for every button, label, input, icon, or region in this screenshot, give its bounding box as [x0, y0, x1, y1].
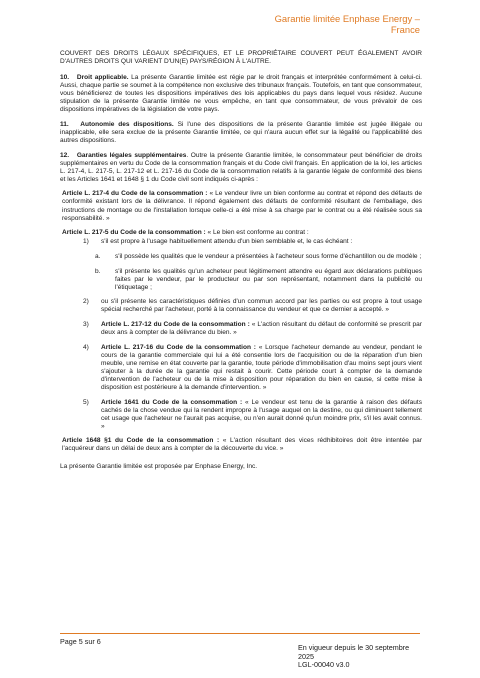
section-10-number: 10. — [60, 74, 70, 82]
article-l217-5 — [62, 229, 422, 237]
article-l217-4-title: Article L. 217-4 du Code de la consommation : — [62, 190, 208, 198]
article-1648-title: Article 1648 §1 du Code de la consommation : — [62, 437, 220, 445]
header-title-line1: Garantie limitée Enphase Energy – — [274, 13, 420, 24]
article-l217-4 — [62, 190, 422, 222]
section-11-text: Si l'une des dispositions de la présente Garantie limitée est jugée illégale ou inapplicable, elle sera exclue de la présente Garantie limitée, ce qui n'aura aucun effet sur la légalité ou l'applicabilité des autres dispositions. — [60, 120, 422, 145]
section-11-title: Autonomie des dispositions. — [80, 120, 174, 128]
list-item-4-text: « Lorsque l'acheteur demande au vendeur, pendant le cours de la garantie commerciale qui lui a été consentie lors de l'acquisition ou de la réparation d'un bien meuble, une remise en état couverte par la garantie, toute période d'immobilisation d'au moins sept jours vient s'ajouter à la durée de la garantie qui restait à courir. Cette période court à compter de la demande d'intervention de l'acheteur ou de la mise à disposition pour réparation du bien en cause, si cette mise à disposition est postérieure à la demande d'intervention. » — [101, 343, 422, 391]
section-10 — [60, 74, 422, 114]
list-item-4-title: Article L. 217-16 du Code de la consommation : — [101, 343, 256, 351]
section-11-number: 11. — [60, 120, 69, 128]
list-item-3 — [83, 321, 422, 337]
list-subitem-a — [83, 253, 422, 261]
list-subitem-a-text: s'il possède les qualités que le vendeur a présentées à l'acheteur sous forme d'échantillon ou de modèle ; — [115, 252, 422, 260]
section-11 — [60, 121, 422, 145]
list-item-4-number: 4) — [83, 343, 89, 351]
list-item-5-text: « Le vendeur est tenu de la garantie à raison des défauts cachés de la chose vendue qui la rendent impropre à l'usage auquel on la destine, ou qui diminuent tellement cet usage que l'acheteur ne l'aurait pas acquise, ou n'en aurait donné qu'un moindre prix, s'il les avait connus. » — [101, 398, 422, 430]
list-subitem-b-letter: b. — [95, 267, 101, 275]
footer-divider — [60, 633, 420, 634]
footer-page-number: Page 5 sur 6 — [60, 637, 101, 646]
list-item-1-number: 1) — [83, 238, 89, 246]
article-l217-5-list — [83, 238, 422, 430]
list-item-5-number: 5) — [83, 398, 89, 406]
list-item-2-text: ou s'il présente les caractéristiques définies d'un commun accord par les parties ou est propre à tout usage spécial recherché par l'acheteur, porté à la connaissance du vendeur et que ce dernier a accepté. » — [101, 298, 422, 314]
list-item-4 — [83, 344, 422, 392]
list-subitem-a-letter: a. — [95, 252, 101, 260]
article-1648 — [62, 437, 422, 453]
section-12-number: 12. — [60, 151, 70, 159]
list-item-5-title: Article 1641 du Code de la consommation : — [101, 398, 243, 406]
list-item-2 — [83, 298, 422, 314]
section-12 — [60, 152, 422, 184]
footer-doc-id: LGL-00040 v3.0 — [298, 660, 350, 670]
list-item-1 — [83, 238, 422, 246]
list-item-3-text: « L'action résultant du défaut de conformité se prescrit par deux ans à compter de la délivrance du bien. » — [101, 320, 422, 337]
intro-caps-paragraph: COUVERT DES DROITS LÉGAUX SPÉCIFIQUES, ET LE PROPRIÉTAIRE COUVERT PEUT ÉGALEMENT AVOIR D'AUTRES DROITS QUI VARIENT D'UN(E) PAYS/RÉGION À L'AUTRE. — [60, 50, 422, 66]
article-l217-5-text: « Le bien est conforme au contrat : — [205, 229, 309, 237]
list-item-2-number: 2) — [83, 298, 89, 306]
section-10-title: Droit applicable. — [76, 74, 129, 82]
article-1648-text: « L'action résultant des vices rédhibitoires doit être intentée par l'acquéreur dans un délai de deux ans à compter de la découverte du vice. » — [62, 437, 422, 453]
list-subitem-b — [83, 268, 422, 292]
list-item-5 — [83, 399, 422, 431]
section-12-text: . Outre la présente Garantie limitée, le consommateur peut bénéficier de droits supplémentaires en vertu du Code de la consommation français et du Code civil français. En application de la loi, les articles L. 217-4, L. 217-5, L. 217-12 et L. 217-16 du Code de la consommation relatifs à la garantie légale de conformité des biens et les Articles 1641 et 1648 § 1 du Code civil sont indiqués ci-après : — [60, 151, 422, 183]
page-header — [180, 13, 420, 35]
section-12-title: Garanties légales supplémentaires — [76, 151, 187, 159]
header-title-line2: France — [390, 24, 420, 35]
list-item-1-text: s'il est propre à l'usage habituellement attendu d'un bien semblable et, le cas échéant : — [101, 238, 353, 246]
document-body — [60, 50, 422, 478]
list-subitem-b-text: s'il présente les qualités qu'un acheteur peut légitimement attendre eu égard aux déclarations publiques faites par le vendeur, par le producteur ou par son représentant, notamment dans la publicité ou l'étiquetage ; — [115, 267, 422, 291]
section-10-text: La présente Garantie limitée est régie par le droit français et interprétée conformément à celui-ci. Aussi, chaque partie se soumet à la compétence non exclusive des tribunaux français. Toutefois, en tant que consommateur, vous bénéficierez de toutes les dispositions impératives des lois applicables du pays dans lequel vous résidez. Aucune stipulation de la présente Garantie limitée ne vous empêche, en tant que consommateur, de vous prévaloir de ces dispositions impératives de la législation de votre pays. — [60, 74, 423, 114]
footer-effective-date: En vigueur depuis le 30 septembre 2025 — [298, 643, 410, 661]
list-item-3-number: 3) — [83, 320, 89, 328]
footer-meta — [298, 644, 418, 670]
closing-statement: La présente Garantie limitée est proposée par Enphase Energy, Inc. — [60, 463, 258, 471]
article-l217-4-text: « Le vendeur livre un bien conforme au contrat et répond des défauts de conformité existant lors de la délivrance. Il répond également des défauts de conformité résultant de l'emballage, des instructions de montage ou de l'installation lorsque celle-ci a été mise à sa charge par le contrat ou a été réalisée sous sa responsabilité. » — [62, 190, 422, 222]
list-item-3-title: Article L. 217-12 du Code de la consommation : — [101, 320, 250, 328]
article-l217-5-title: Article L. 217-5 du Code de la consommation : — [62, 229, 206, 237]
